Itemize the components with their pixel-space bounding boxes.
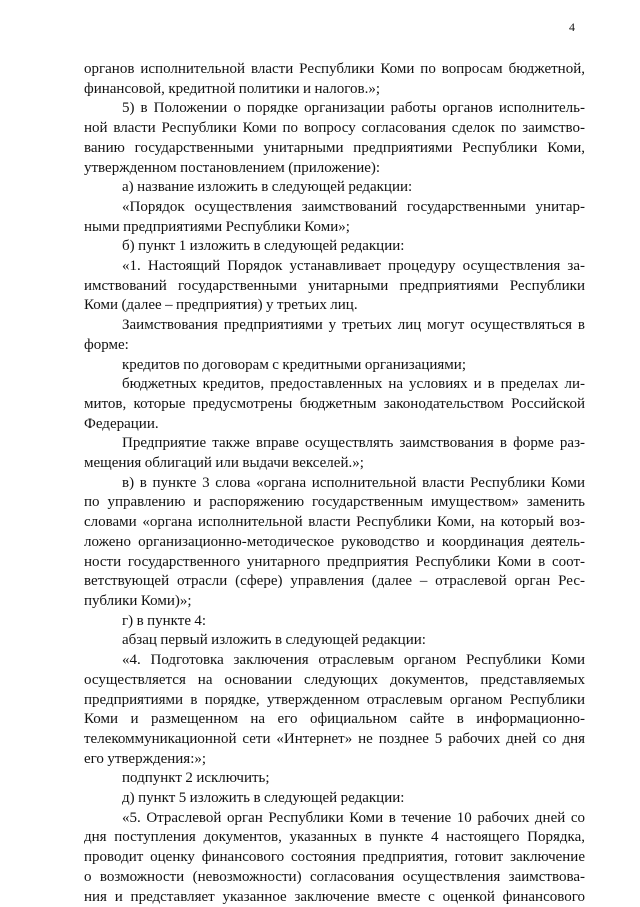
text-line: имствований государственными унитарными предприятиями Республики	[84, 277, 585, 294]
text-line: Заимствования предприятиями у третьих лиц могут осуществляться в	[122, 317, 585, 334]
text-line: дня поступления документов, указанных в пункте 4 настоящего Порядка,	[84, 829, 585, 846]
text-line: митов, которые предусмотрены бюджетным законодательством Российской	[84, 395, 585, 412]
text-line: «Порядок осуществления заимствований государственными унитар-	[122, 198, 585, 215]
text-line: Федерации.	[84, 415, 159, 432]
text-line: словами «органа исполнительной власти Республики Коми, на который воз-	[84, 514, 585, 531]
text-line: Коми (далее – предприятия) у третьих лиц.	[84, 297, 358, 314]
text-line: абзац первый изложить в следующей редакции:	[122, 632, 426, 649]
text-line: утвержденном постановлением (приложение):	[84, 159, 381, 176]
text-line: б) пункт 1 изложить в следующей редакции:	[122, 238, 405, 255]
text-line: 5) в Положении о порядке организации работы органов исполнитель-	[122, 100, 585, 117]
text-line: «5. Отраслевой орган Республики Коми в течение 10 рабочих дней со	[122, 809, 585, 826]
text-line: ности государственного унитарного предприятия Республики Коми в соот-	[84, 553, 585, 570]
text-line: ложено организационно-методическое руководство и координация деятель-	[84, 533, 585, 550]
text-line: г) в пункте 4:	[122, 612, 207, 629]
text-line: ветствующей отрасли (сфере) управления (далее – отраслевой орган Рес-	[84, 573, 585, 590]
text-line: в) в пункте 3 слова «органа исполнительной власти Республики Коми	[122, 474, 585, 491]
text-line: телекоммуникационной сети «Интернет» не позднее 5 рабочих дней со дня	[84, 730, 585, 747]
text-line: Коми и размещенном на его официальном сайте в информационно-	[84, 711, 585, 728]
text-line: «4. Подготовка заключения отраслевым органом Республики Коми	[122, 652, 585, 669]
text-line: предприятиями в порядке, утвержденном отраслевым органом Республики	[84, 691, 585, 708]
text-line: «1. Настоящий Порядок устанавливает процедуру осуществления за-	[122, 258, 585, 275]
text-line: о возможности (невозможности) согласования осуществления заимствова-	[84, 868, 585, 885]
text-line: форме:	[84, 336, 129, 353]
text-line: подпункт 2 исключить;	[122, 770, 270, 787]
page-number: 4	[569, 20, 575, 34]
text-line: ной власти Республики Коми по вопросу согласования сделок по заимство-	[84, 120, 585, 137]
text-line: органов исполнительной власти Республики Коми по вопросам бюджетной,	[84, 61, 585, 77]
document-body	[84, 60, 585, 907]
text-line: кредитов по договорам с кредитными организациями;	[122, 356, 466, 373]
text-line: осуществляется на основании следующих документов, представляемых	[84, 671, 585, 688]
text-line: Предприятие также вправе осуществлять заимствования в форме раз-	[122, 435, 585, 452]
text-line: финансовой, кредитной политики и налогов.»;	[84, 80, 381, 97]
text-line: проводит оценку финансового состояния предприятия, готовит заключение	[84, 849, 585, 866]
text-line: бюджетных кредитов, предоставленных на условиях и в пределах ли-	[122, 376, 585, 393]
text-line: ванию государственными унитарными предприятиями Республики Коми,	[84, 139, 585, 156]
text-line: а) название изложить в следующей редакции:	[122, 179, 413, 196]
text-line: по управлению и распоряжению государственным имуществом» заменить	[84, 494, 585, 511]
text-line: его утверждения:»;	[84, 750, 207, 767]
text-line: публики Коми)»;	[84, 592, 192, 609]
text-line: д) пункт 5 изложить в следующей редакции:	[122, 790, 405, 807]
text-line: мещения облигаций или выдачи векселей.»;	[84, 455, 364, 472]
text-line: ными предприятиями Республики Коми»;	[84, 218, 350, 235]
text-line: ния и представляет указанное заключение вместе с оценкой финансового	[84, 888, 585, 905]
